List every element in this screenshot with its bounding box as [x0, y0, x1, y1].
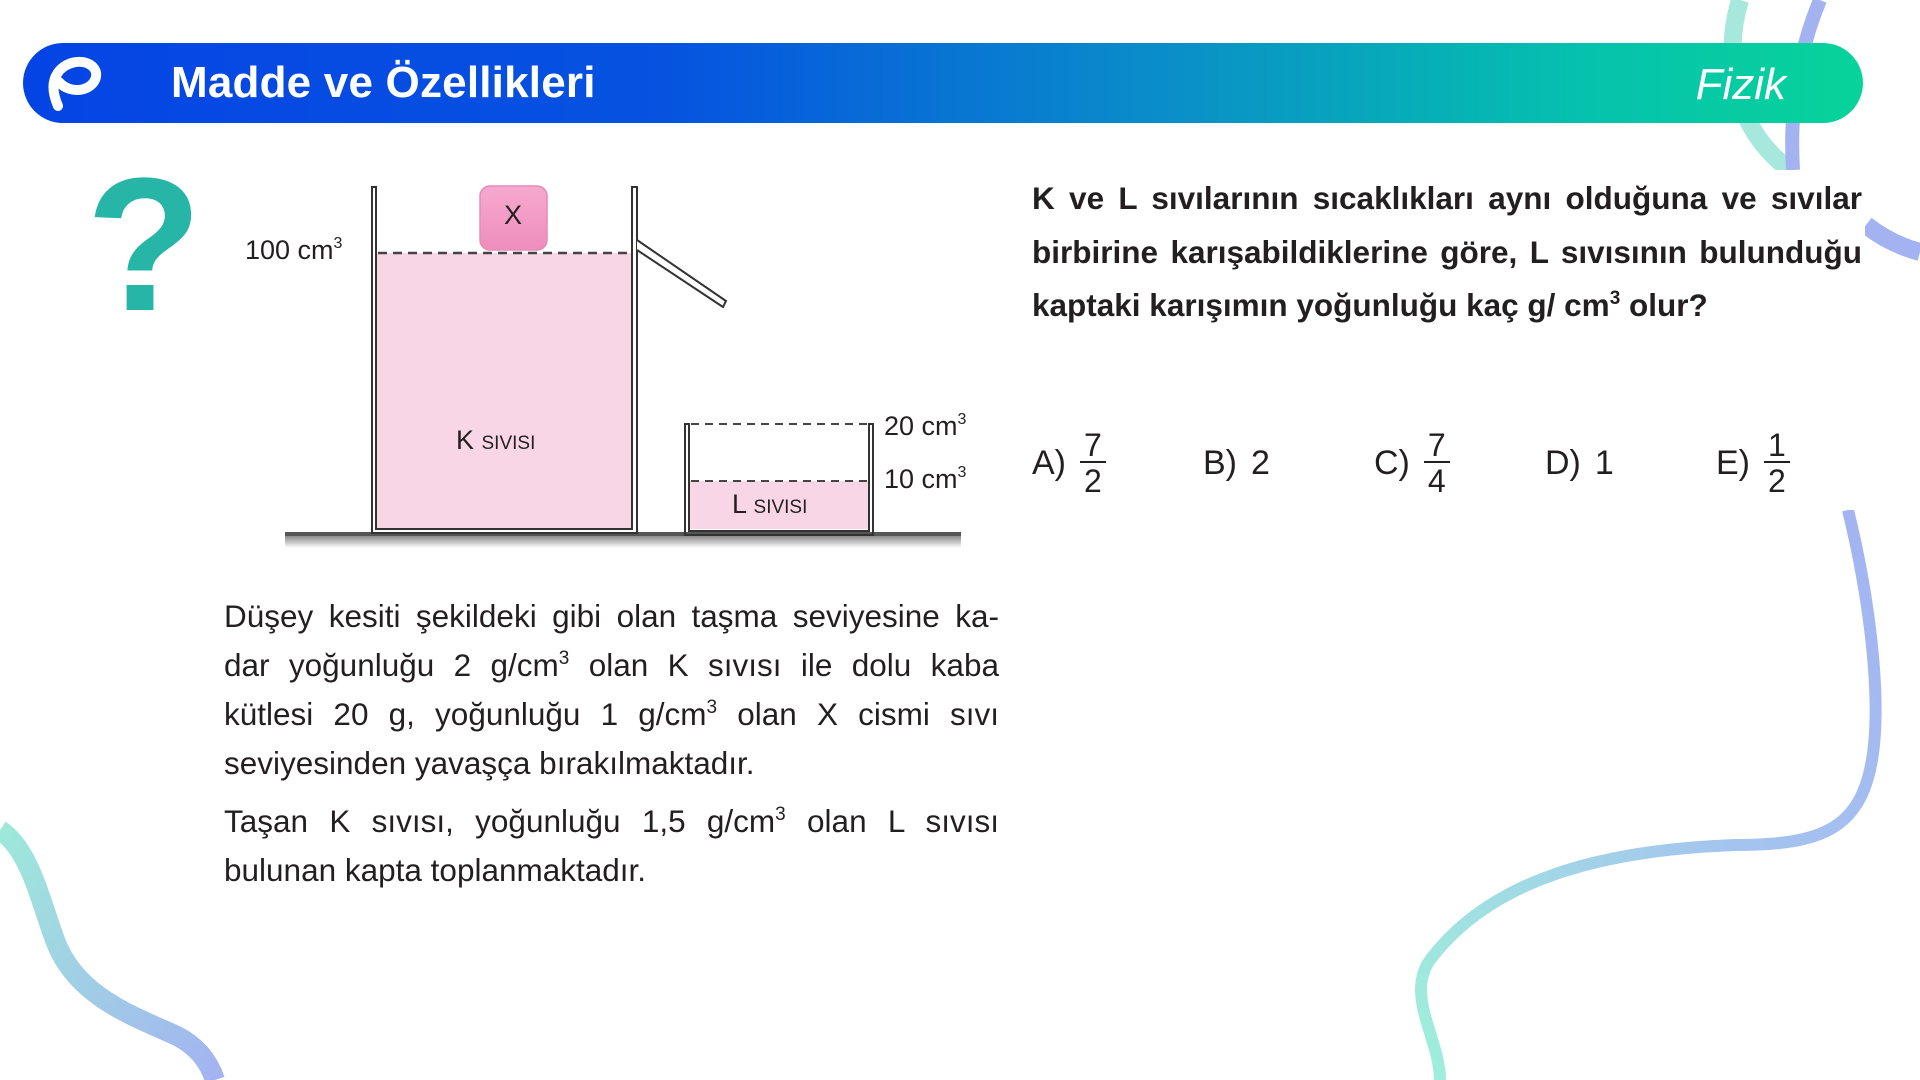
l-liquid-label: L sıvısı [732, 489, 808, 519]
problem-paragraph-1: Düşey kesiti şekildeki gibi olan taşma seviyesine ka- dar yoğunluğu 2 $g/cm^3$ olan K sıvısı ile dolu kaba kütlesi 20 g, yoğunluğu 1 $g/cm^3$ olan X cismi sıvı seviyesinden yavaşça bırakılmaktadır. [224, 598, 1000, 781]
l-top-label: 20 $cm^3$ [884, 411, 967, 441]
question-mark-icon: ? [86, 139, 203, 351]
option-b[interactable]: B) 2 [1203, 443, 1270, 482]
k-liquid [376, 253, 632, 529]
fraction: $\frac{7}{4}$ [1424, 429, 1450, 497]
page-title: Madde ve Özellikleri [171, 58, 596, 107]
problem-paragraph-2: Taşan K sıvısı, yoğunluğu 1,5 $g/cm^3$ olan L sıvısı bulunan kapta toplanmaktadır. [224, 803, 1000, 888]
fraction: $\frac{1}{2}$ [1764, 429, 1790, 497]
question-text: K ve L sıvılarının sıcaklıkları aynı olduğuna ve sıvılar birbirine karışabildiklerine göre, L sıvısının bulunduğu kaptaki karışımın yoğunluğu kaç g/ $cm^3$ olur? [1032, 180, 1862, 323]
k-liquid-label: K sıvısı [456, 425, 536, 455]
k-level-label: 100 $cm^3$ [245, 235, 343, 265]
option-c[interactable]: C) $\frac{7}{4}$ [1374, 428, 1450, 498]
l-level-label: 10 $cm^3$ [884, 464, 967, 494]
option-e[interactable]: E) $\frac{1}{2}$ [1716, 428, 1790, 498]
x-object-label: X [504, 200, 523, 230]
option-d[interactable]: D) 1 [1545, 443, 1614, 482]
option-a[interactable]: A) $\frac{7}{2}$ [1032, 428, 1106, 498]
subject-label: Fizik [1695, 60, 1786, 109]
fraction: $\frac{7}{2}$ [1080, 429, 1106, 497]
